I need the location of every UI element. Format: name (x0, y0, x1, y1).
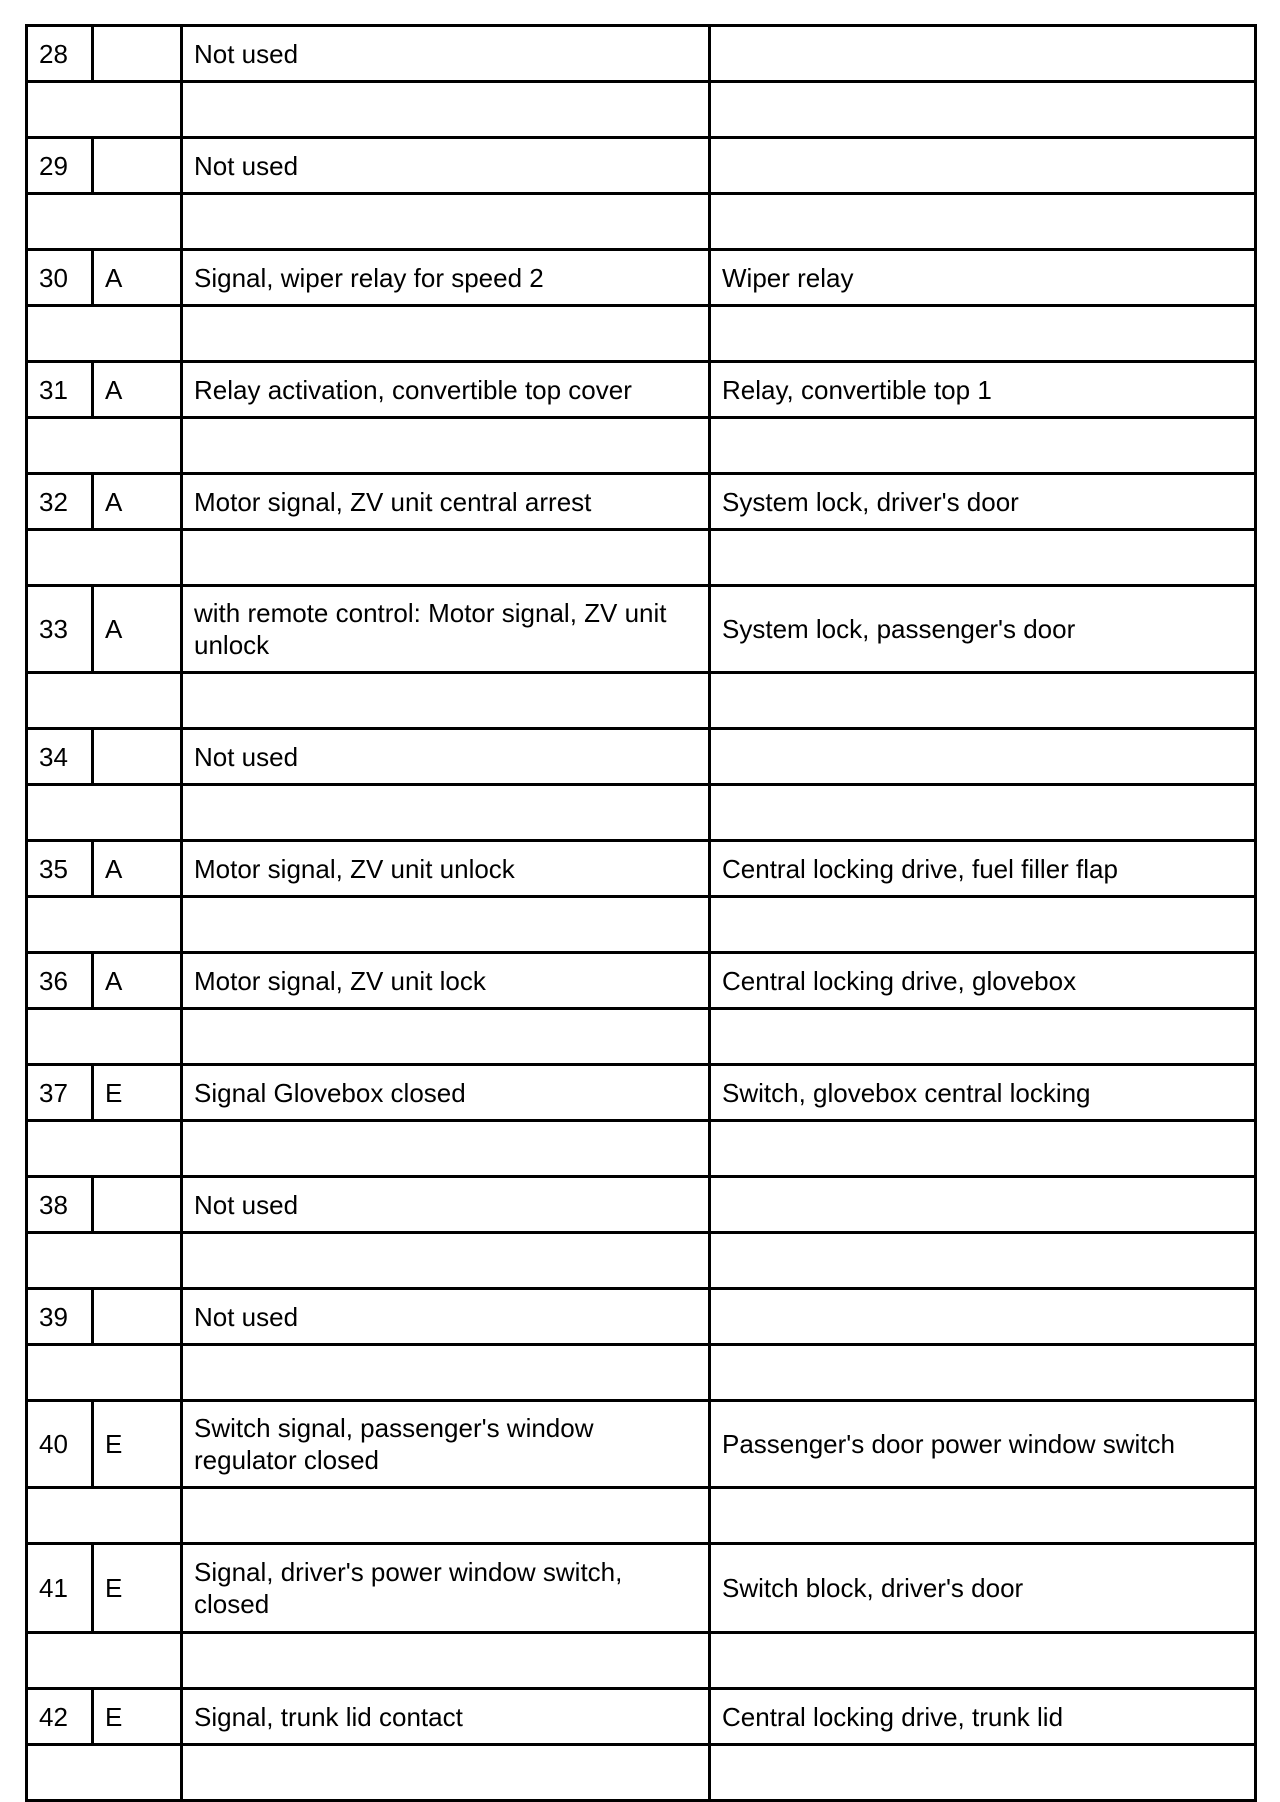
component-name: Passenger's door power window switch (710, 1401, 1256, 1488)
pin-number: 39 (27, 1289, 93, 1345)
spacer-row (27, 1345, 1256, 1401)
component-name: Central locking drive, trunk lid (710, 1689, 1256, 1745)
signal-description: Signal, driver's power window switch, closed (182, 1544, 710, 1633)
spacer-row (27, 82, 1256, 138)
table-row (27, 1289, 1256, 1345)
pin-assignment-table (25, 24, 1257, 1802)
spacer-row (27, 530, 1256, 586)
signal-description: Motor signal, ZV unit central arrest (182, 474, 710, 530)
signal-description: with remote control: Motor signal, ZV unit unlock (182, 586, 710, 673)
spacer-row (27, 306, 1256, 362)
signal-type (93, 138, 182, 194)
signal-description: Not used (182, 729, 710, 785)
table-row (27, 841, 1256, 897)
signal-type: A (93, 474, 182, 530)
signal-description: Motor signal, ZV unit lock (182, 953, 710, 1009)
signal-type (93, 26, 182, 82)
table-row (27, 1177, 1256, 1233)
signal-description: Not used (182, 138, 710, 194)
component-name: Central locking drive, glovebox (710, 953, 1256, 1009)
table-row (27, 26, 1256, 82)
table-row (27, 474, 1256, 530)
pin-number: 37 (27, 1065, 93, 1121)
table-row (27, 362, 1256, 418)
spacer-row (27, 897, 1256, 953)
table-row (27, 250, 1256, 306)
pin-number: 31 (27, 362, 93, 418)
component-name: Relay, convertible top 1 (710, 362, 1256, 418)
pin-number: 41 (27, 1544, 93, 1633)
signal-description: Signal Glovebox closed (182, 1065, 710, 1121)
table-row (27, 1689, 1256, 1745)
table-row (27, 1401, 1256, 1488)
signal-type: E (93, 1065, 182, 1121)
signal-type: E (93, 1689, 182, 1745)
spacer-row (27, 194, 1256, 250)
signal-type: E (93, 1401, 182, 1488)
signal-description: Signal, wiper relay for speed 2 (182, 250, 710, 306)
component-name (710, 138, 1256, 194)
signal-type: A (93, 953, 182, 1009)
signal-type: A (93, 841, 182, 897)
signal-type (93, 729, 182, 785)
pin-number: 38 (27, 1177, 93, 1233)
table-row (27, 1544, 1256, 1633)
spacer-row (27, 1745, 1256, 1801)
table-row (27, 729, 1256, 785)
spacer-row (27, 673, 1256, 729)
spacer-row (27, 1633, 1256, 1689)
component-name: System lock, driver's door (710, 474, 1256, 530)
spacer-row (27, 1009, 1256, 1065)
signal-description: Motor signal, ZV unit unlock (182, 841, 710, 897)
pin-number: 36 (27, 953, 93, 1009)
signal-type: E (93, 1544, 182, 1633)
signal-type: A (93, 586, 182, 673)
pin-number: 35 (27, 841, 93, 897)
spacer-row (27, 785, 1256, 841)
spacer-row (27, 1121, 1256, 1177)
pin-number: 32 (27, 474, 93, 530)
component-name: Switch block, driver's door (710, 1544, 1256, 1633)
component-name: System lock, passenger's door (710, 586, 1256, 673)
signal-description: Not used (182, 1289, 710, 1345)
pin-number: 28 (27, 26, 93, 82)
table-row (27, 586, 1256, 673)
component-name (710, 729, 1256, 785)
table-row (27, 953, 1256, 1009)
signal-description: Signal, trunk lid contact (182, 1689, 710, 1745)
signal-description: Switch signal, passenger's window regulator closed (182, 1401, 710, 1488)
component-name (710, 1289, 1256, 1345)
signal-type (93, 1177, 182, 1233)
signal-type: A (93, 362, 182, 418)
spacer-row (27, 1233, 1256, 1289)
spacer-row (27, 418, 1256, 474)
component-name (710, 26, 1256, 82)
pin-number: 34 (27, 729, 93, 785)
component-name (710, 1177, 1256, 1233)
pin-number: 29 (27, 138, 93, 194)
signal-type (93, 1289, 182, 1345)
component-name: Switch, glovebox central locking (710, 1065, 1256, 1121)
component-name: Wiper relay (710, 250, 1256, 306)
pin-number: 42 (27, 1689, 93, 1745)
component-name: Central locking drive, fuel filler flap (710, 841, 1256, 897)
signal-description: Not used (182, 1177, 710, 1233)
pin-number: 30 (27, 250, 93, 306)
signal-type: A (93, 250, 182, 306)
table-row (27, 1065, 1256, 1121)
spacer-row (27, 1488, 1256, 1544)
pin-number: 40 (27, 1401, 93, 1488)
pin-number: 33 (27, 586, 93, 673)
signal-description: Relay activation, convertible top cover (182, 362, 710, 418)
signal-description: Not used (182, 26, 710, 82)
table-row (27, 138, 1256, 194)
